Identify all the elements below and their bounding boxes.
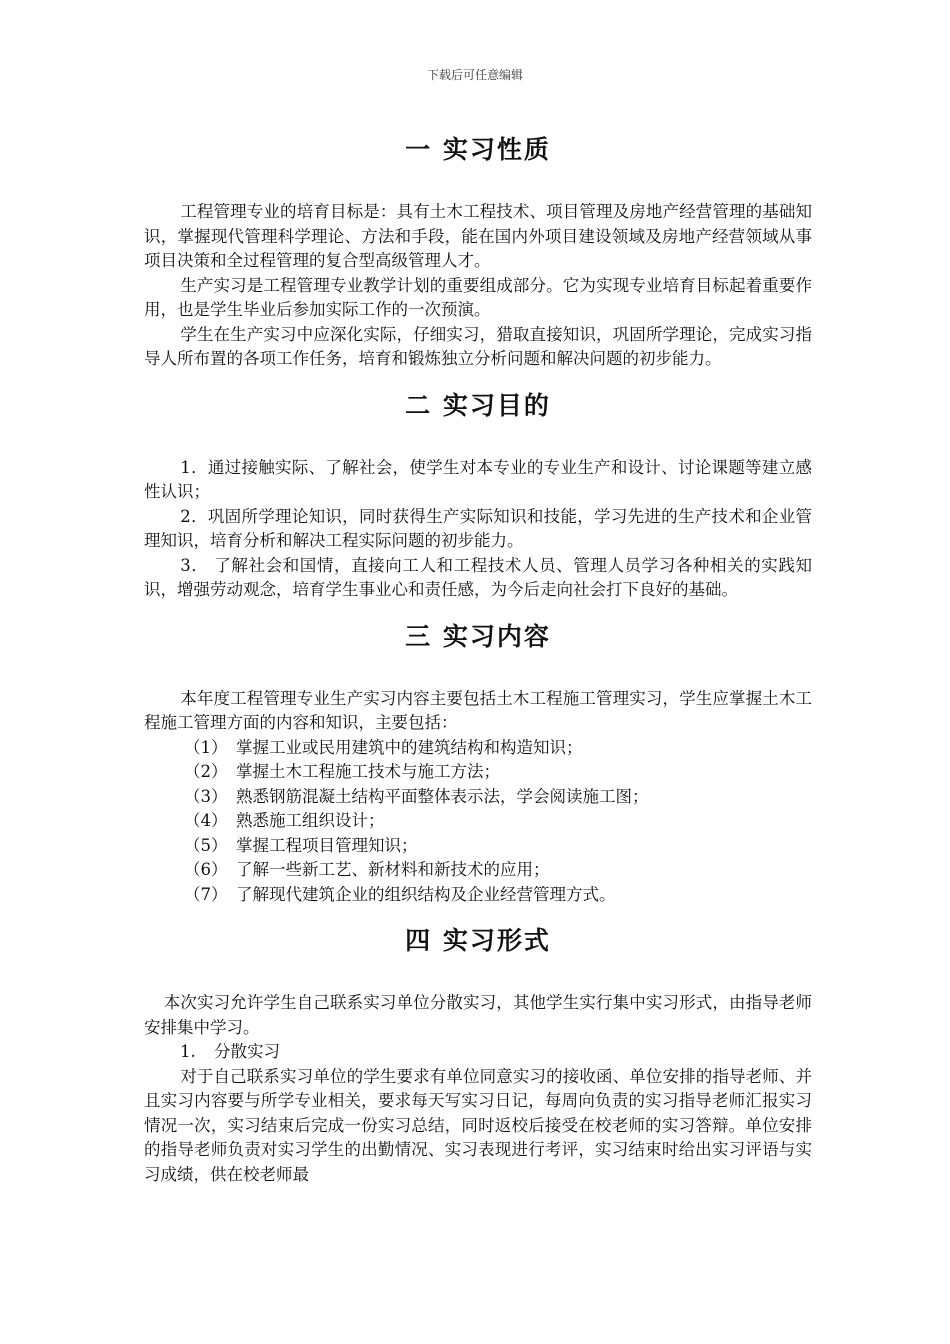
list-item: （2） 掌握土木工程施工技术与施工方法；: [184, 762, 500, 781]
document-body: [144, 128, 812, 1187]
list-item: （7） 了解现代建筑企业的组织结构及企业经营管理方式。: [184, 884, 616, 904]
paragraph: 本年度工程管理专业生产实习内容主要包括土木工程施工管理实习，学生应掌握土木工程施工管理方面的内容和知识，主要包括：: [144, 688, 812, 732]
subsection-heading: 1. 分散实习: [180, 1042, 280, 1061]
paragraph: 学生在生产实习中应深化实际，仔细实习，猎取直接知识，巩固所学理论，完成实习指导人所布置的各项工作任务，培育和锻炼独立分析问题和解决问题的初步能力。: [144, 324, 812, 368]
list-item: （5） 掌握工程项目管理知识；: [184, 835, 418, 855]
content-list: [144, 736, 812, 908]
paragraph: 3． 了解社会和国情，直接向工人和工程技术人员、管理人员学习各种相关的实践知识，增强劳动观念，培育学生事业心和责任感，为今后走向社会打下良好的基础。: [144, 555, 812, 599]
section-title-content: 三 实习内容: [405, 621, 551, 651]
list-item: （3） 熟悉钢筋混凝土结构平面整体表示法，学会阅读施工图；: [184, 786, 649, 806]
section-title-form: 四 实习形式: [405, 926, 551, 955]
paragraph: 对于自己联系实习单位的学生要求有单位同意实习的接收函、单位安排的指导老师、并且实习内容要与所学专业相关，要求每天写实习日记，每周向负责的实习指导老师汇报实习情况一次，实习结束后完成一份实习总结，同时返校后接受在校老师的实习答辩。单位安排的指导老师负责对实习学生的出勤情况、实习表现进行考评，实习结束时给出实习评语与实习成绩，供在校老师最: [144, 1066, 812, 1184]
paragraph: 本次实习允许学生自己联系实习单位分散实习，其他学生实行集中实习形式，由指导老师安排集中学习。: [144, 993, 812, 1037]
page-header: 下载后可任意编辑: [426, 68, 523, 82]
paragraph: 生产实习是工程管理专业教学计划的重要组成部分。它为实现专业培育目标起着重要作用，也是学生毕业后参加实际工作的一次预演。: [144, 275, 812, 319]
paragraph: 2．巩固所学理论知识，同时获得生产实际知识和技能，学习先进的生产技术和企业管理知识，培育分析和解决工程实际问题的初步能力。: [144, 506, 812, 550]
paragraph: 工程管理专业的培育目标是：具有土木工程技术、项目管理及房地产经营管理的基础知识，掌握现代管理科学理论、方法和手段，能在国内外项目建设领域及房地产经营领域从事项目决策和全过程管理的复合型高级管理人才。: [144, 202, 812, 270]
section-title-purpose: 二 实习目的: [405, 390, 551, 420]
paragraph: 1．通过接触实际、了解社会，使学生对本专业的专业生产和设计、讨论课题等建立感性认识；: [144, 457, 812, 501]
list-item: （6） 了解一些新工艺、新材料和新技术的应用；: [184, 860, 550, 879]
list-item: （4） 熟悉施工组织设计；: [184, 811, 385, 830]
section-title-nature: 一 实习性质: [405, 135, 551, 164]
list-item: （1） 掌握工业或民用建筑中的建筑结构和构造知识；: [184, 737, 583, 757]
